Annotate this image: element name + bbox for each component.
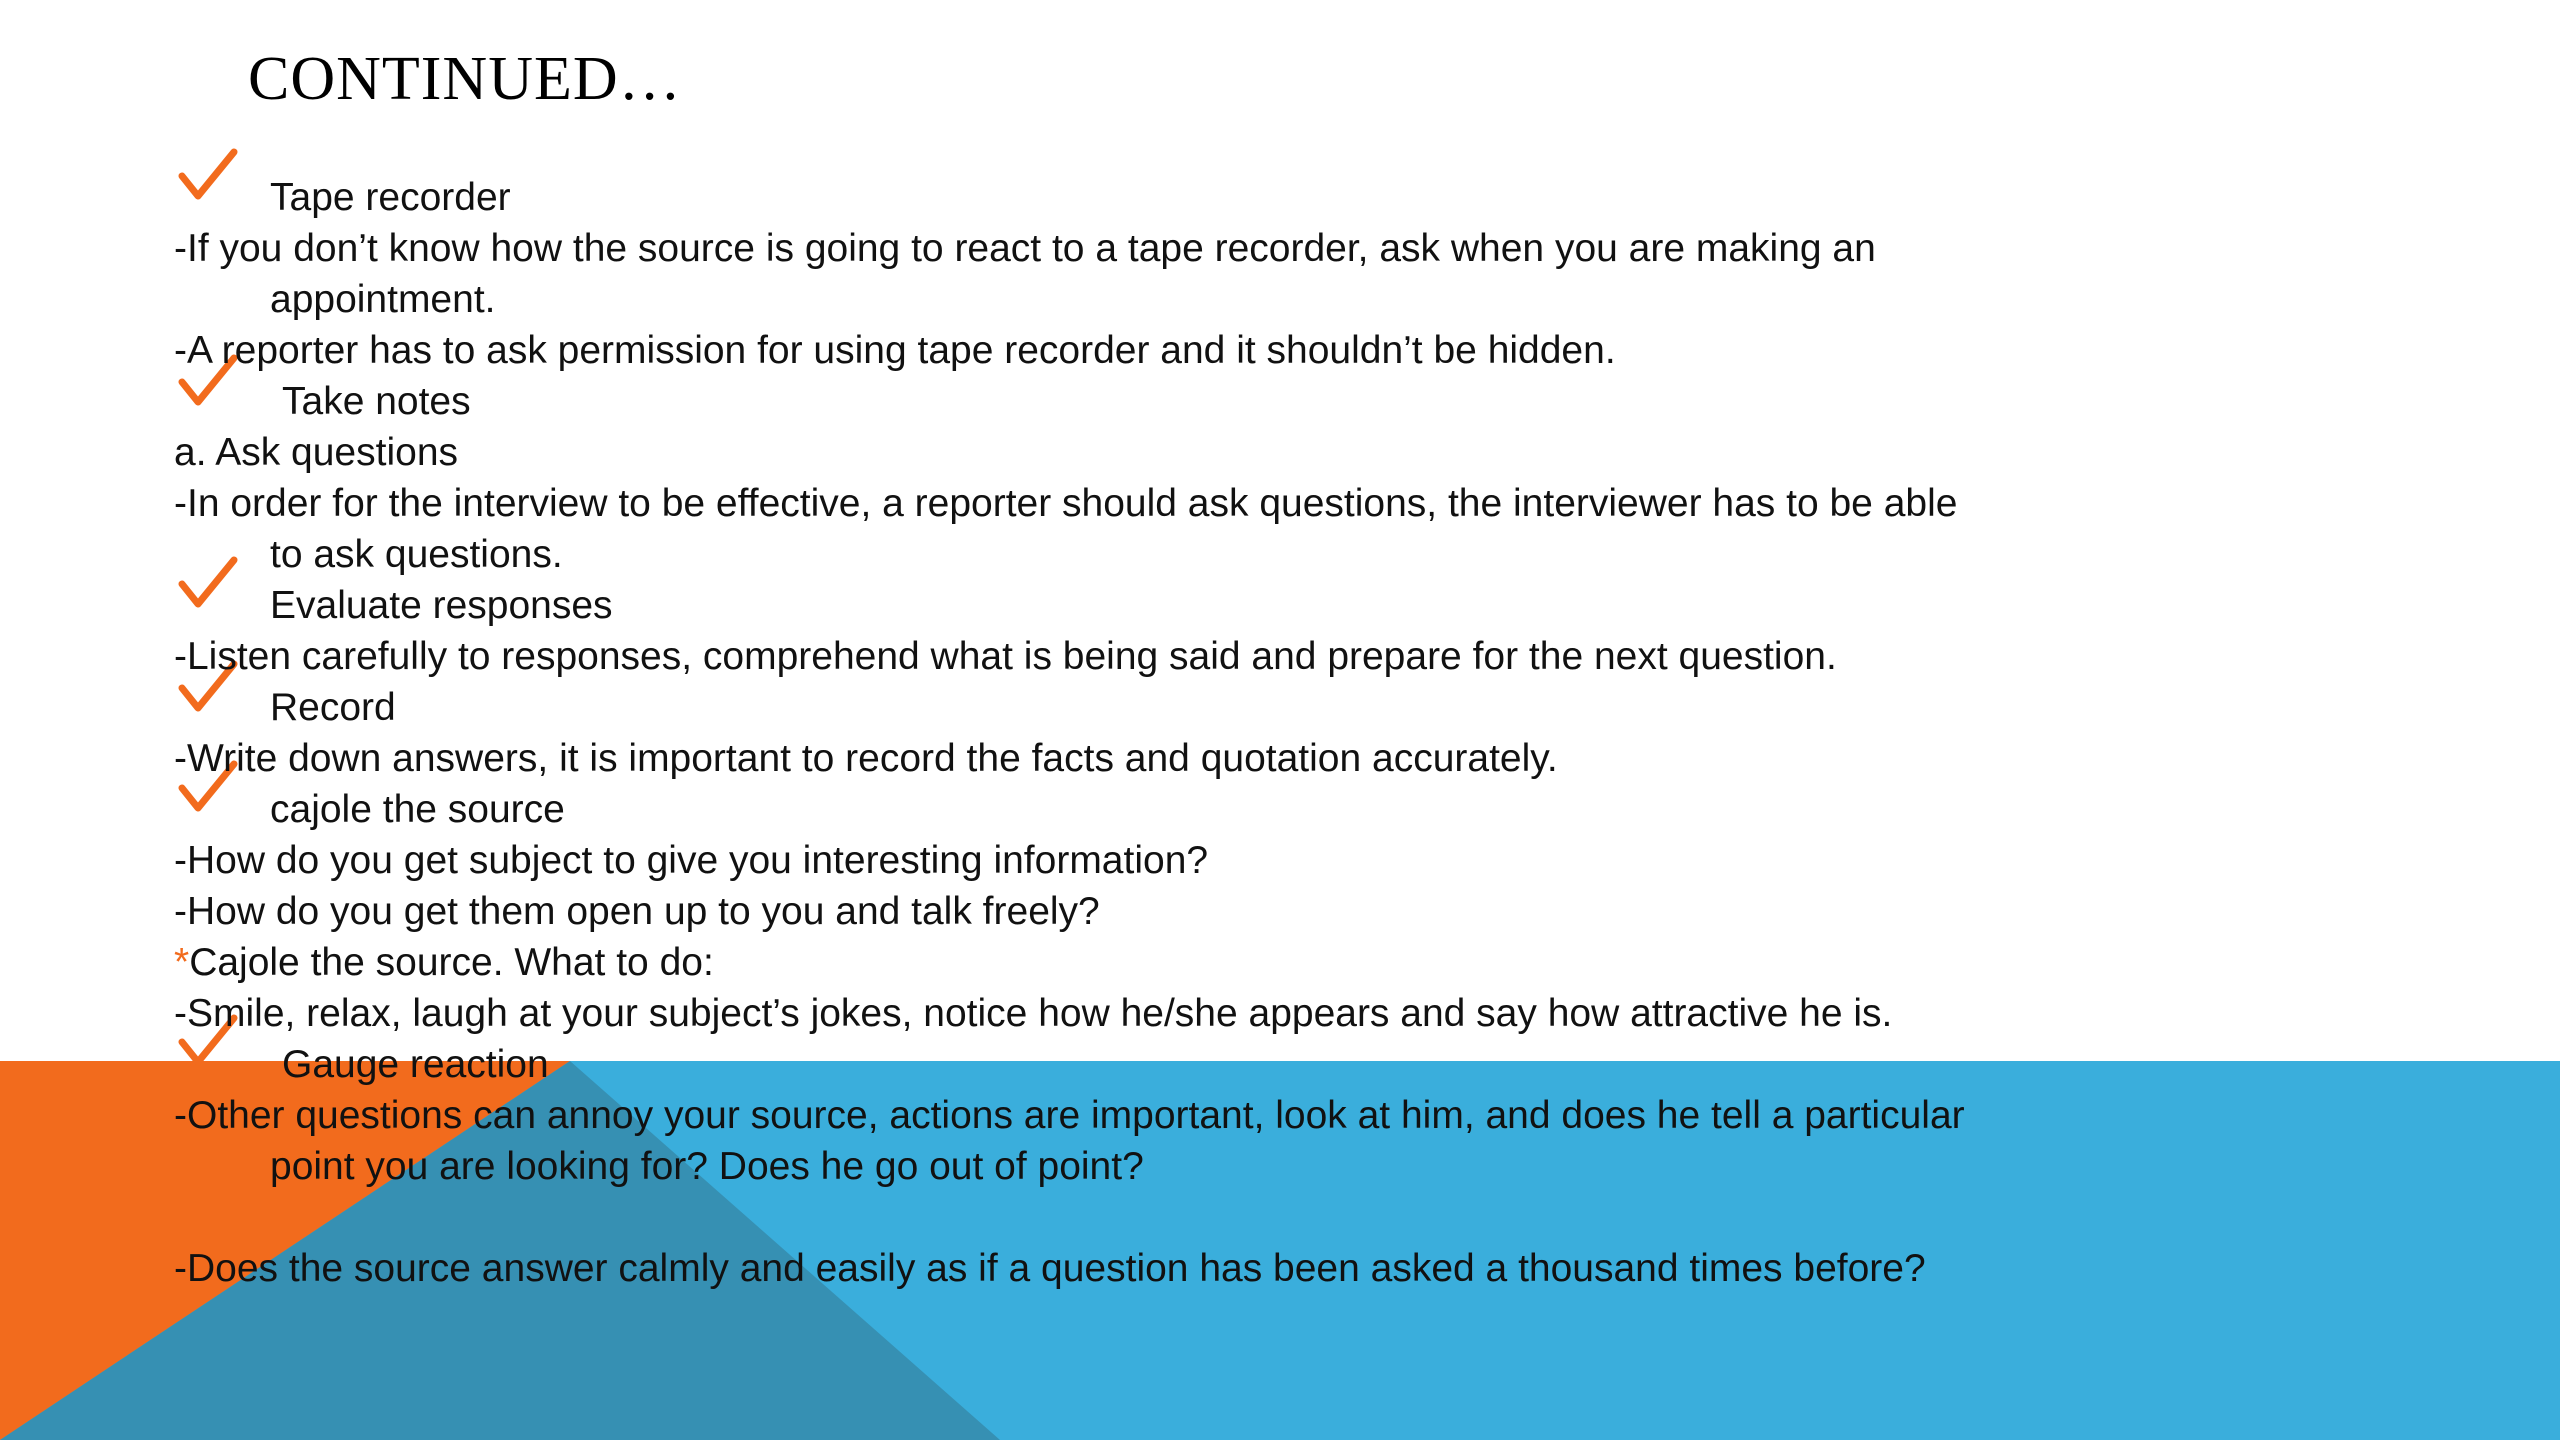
body-line: -A reporter has to ask permission for using tape recorder and it shouldn’t be hidden.: [174, 329, 1616, 372]
body-line: -Listen carefully to responses, comprehend what is being said and prepare for the next question.: [174, 635, 1837, 678]
body-line: -How do you get subject to give you interesting information?: [174, 839, 1209, 882]
body-line: -Other questions can annoy your source, actions are important, look at him, and does he tell a particular: [174, 1094, 1965, 1137]
body-line: to ask questions.: [270, 533, 563, 576]
heading-tape-recorder: Tape recorder: [270, 176, 511, 219]
body-line: -If you don’t know how the source is going to react to a tape recorder, ask when you are making an: [174, 227, 1876, 270]
heading-cajole-source: cajole the source: [270, 788, 565, 831]
heading-record: Record: [270, 686, 396, 729]
body-line: point you are looking for? Does he go out of point?: [270, 1145, 1144, 1188]
body-line: -How do you get them open up to you and talk freely?: [174, 890, 1100, 933]
star-bullet: *: [174, 941, 190, 984]
body-line: appointment.: [270, 278, 496, 321]
body-line: -Does the source answer calmly and easily as if a question has been asked a thousand times before?: [174, 1247, 1926, 1290]
subheading-ask-questions: a. Ask questions: [174, 431, 459, 474]
heading-take-notes: Take notes: [282, 380, 471, 423]
body-line: -Smile, relax, laugh at your subject’s jokes, notice how he/she appears and say how attractive he is.: [174, 992, 1893, 1035]
body-line: -In order for the interview to be effective, a reporter should ask questions, the interviewer has to be able: [174, 482, 1958, 525]
slide-title: CONTINUED…: [248, 45, 682, 113]
checkmark-icon: [176, 146, 240, 204]
star-bullet-line: [174, 943, 714, 982]
heading-gauge-reaction: Gauge reaction: [282, 1043, 549, 1086]
body-line: -Write down answers, it is important to record the facts and quotation accurately.: [174, 737, 1558, 780]
star-bullet-text: Cajole the source. What to do:: [189, 941, 714, 984]
checkmark-icon: [176, 554, 240, 612]
heading-evaluate-responses: Evaluate responses: [270, 584, 613, 627]
